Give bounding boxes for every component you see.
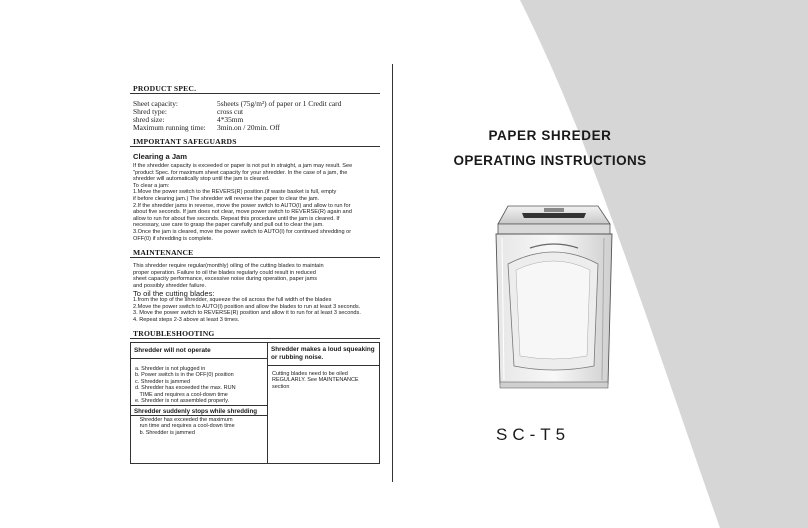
ts-item: a. Shredder is not plugged in bbox=[135, 366, 206, 372]
ts-item: Shredder has exceeded the maximum bbox=[135, 417, 233, 423]
safeguards-line: necessary, use care to grasp the paper carefully and pull out to clear the jam. bbox=[133, 222, 324, 229]
spec-label-shred-type: Shred type: bbox=[133, 107, 167, 116]
ts-item: run time and requires a cool-down time bbox=[135, 423, 235, 430]
safeguards-line: 3.Once the jam is cleared, move the power switch to AUTO(I) for continued shredding or bbox=[133, 229, 352, 235]
ts-item: REGULARLY. See MAINTENANCE bbox=[272, 377, 359, 384]
safeguards-title: IMPORTANT SAFEGUARDS bbox=[133, 137, 237, 146]
divider bbox=[130, 338, 380, 339]
cover-title-line2: OPERATING INSTRUCTIONS bbox=[453, 153, 647, 168]
table-header-divider bbox=[268, 365, 379, 366]
ts-item: b. Power switch is in the OFF(0) position bbox=[135, 372, 234, 379]
ts-heading-not-operate: Shredder will not operate bbox=[134, 347, 211, 354]
maintenance-line: and possibly shredder failure. bbox=[133, 282, 207, 289]
safeguards-line: 1.Move the power switch to the REVERS(R) position.(if waste basket is full, empty bbox=[133, 189, 337, 196]
spec-value-shred-size: 4*35mm bbox=[217, 115, 244, 124]
maintenance-step: 2.Move the power switch to AUTO(I) position and allow the blades to run at least 3 seconds. bbox=[133, 303, 361, 310]
safeguards-line: allow to run for about five seconds. Repeat this procedure until the jam is cleared. If bbox=[133, 215, 340, 222]
ts-item: c. Shredder is jammed bbox=[135, 378, 191, 385]
switch-area bbox=[544, 208, 564, 212]
ts-heading-suddenly-stops: Shredder suddenly stops while shredding bbox=[134, 408, 258, 415]
shredder-illustration bbox=[486, 196, 620, 394]
maintenance-step: 3. Move the power switch to REVERSE(R) position and allow it to run for at least 3 seconds. bbox=[133, 310, 361, 317]
safeguards-line: OFF(0) if shredding is complete. bbox=[133, 235, 213, 242]
ts-item: e. Shredder is not assembled properly. bbox=[135, 398, 230, 404]
safeguards-line: 2.If the shredder jams in reverse, move the power switch to AUTO(I) and allow to run for bbox=[133, 202, 351, 209]
ts-item: Cutting blades need to be oiled bbox=[272, 371, 348, 377]
maintenance-line: sheet capacity performance, excessive noise during operation, paper jams bbox=[133, 276, 318, 283]
oil-blades-heading: To oil the cutting blades: bbox=[133, 288, 215, 298]
ts-item: section bbox=[272, 383, 290, 390]
divider bbox=[130, 257, 380, 258]
troubleshooting-title: TROUBLESHOOTING bbox=[133, 329, 215, 338]
paper-slot bbox=[522, 213, 586, 218]
cover-title-line1: PAPER SHREDER bbox=[488, 128, 612, 143]
spec-value-capacity: 5sheets (75g/m²) of paper or 1 Credit card bbox=[217, 99, 342, 108]
spec-value-running-time: 3min.on / 20min. Off bbox=[217, 123, 280, 132]
divider bbox=[130, 146, 380, 147]
ts-heading-noise-line2: or rubbing noise. bbox=[271, 354, 324, 361]
safeguards-line: if before clearing jam.) The shredder will reverse the paper to clear the jam. bbox=[133, 196, 320, 202]
safeguards-line: "product Spec. for maximum sheet capacity for your shredder. In the case of a jam, the bbox=[133, 169, 348, 176]
safeguards-line: To clear a jam: bbox=[133, 182, 170, 189]
clearing-jam-heading: Clearing a Jam bbox=[133, 152, 188, 161]
ts-heading-noise-line1: Shredder makes a loud squeaking bbox=[271, 346, 375, 353]
spec-value-shred-type: cross cut bbox=[217, 107, 244, 116]
product-spec-title: PRODUCT SPEC. bbox=[133, 84, 197, 93]
maintenance-title: MAINTENANCE bbox=[133, 248, 194, 257]
safeguards-line: If the shredder capacity is exceeded or paper is not put in straight, a jam may result. See bbox=[133, 163, 353, 169]
maintenance-step: 4. Repeat steps 2-3 above at least 3 times. bbox=[133, 316, 240, 323]
table-header-divider bbox=[131, 358, 267, 359]
safeguards-line: about five seconds. If jam does not clear, move power switch to REVERSE(R) again and bbox=[133, 209, 352, 216]
safeguards-line: shredder will automatically stop until the jam is cleared. bbox=[133, 176, 270, 183]
spec-label-capacity: Sheet capacity: bbox=[133, 99, 178, 108]
maintenance-line: This shredder require regular(monthly) oiling of the cutting blades to maintain bbox=[133, 263, 324, 269]
spec-label-running-time: Maximum running time: bbox=[133, 123, 206, 132]
maintenance-line: proper operation. Failure to oil the blades regularly could result in reduced bbox=[133, 269, 316, 276]
spec-label-shred-size: shred size: bbox=[133, 115, 165, 124]
model-number: SC-T5 bbox=[496, 425, 571, 444]
page-fold-line bbox=[392, 64, 393, 482]
ts-item: d. Shredder has exceeded the max. RUN bbox=[135, 385, 236, 392]
ts-item: TIME and requires a cool-down time bbox=[135, 391, 228, 398]
troubleshooting-table bbox=[130, 342, 380, 464]
maintenance-step: 1.from the top of the shredder, squeeze the oil across the full width of the blades bbox=[133, 297, 332, 303]
ts-item: b. Shredder is jammed bbox=[135, 429, 195, 436]
divider bbox=[130, 93, 380, 94]
